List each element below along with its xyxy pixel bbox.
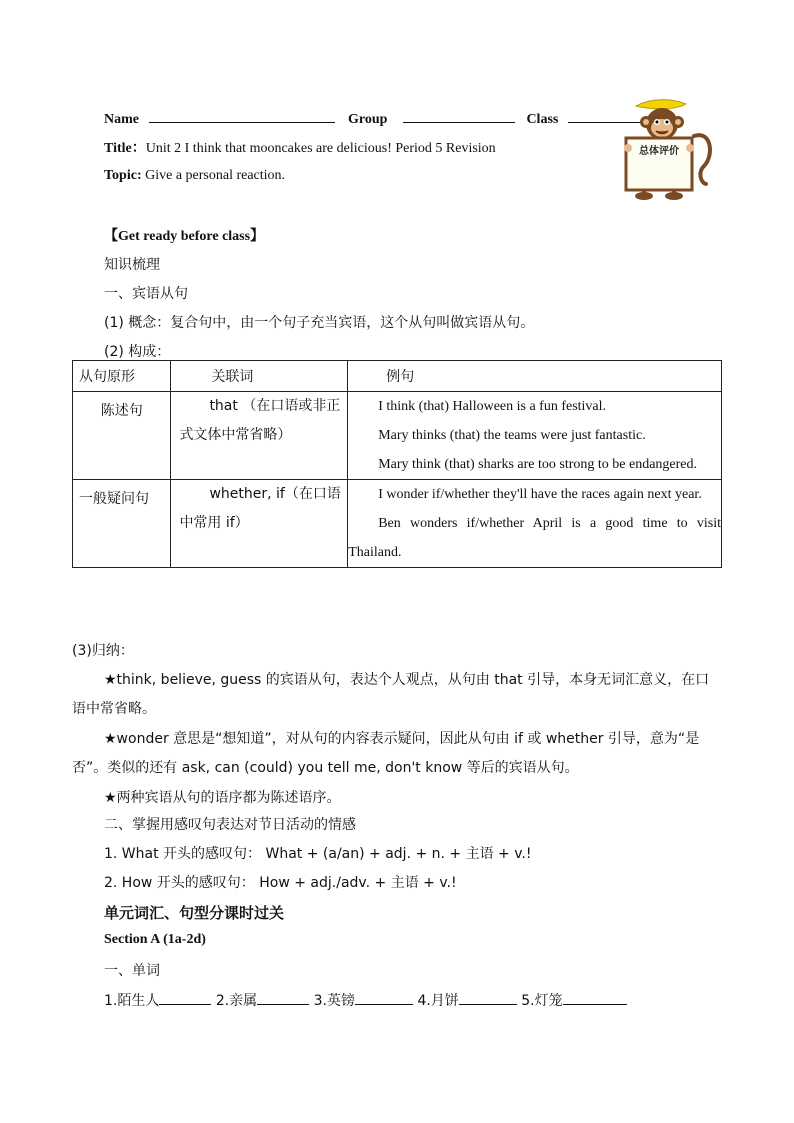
word-prompt: 2.亲属 <box>215 993 258 1009</box>
row-examples <box>348 480 722 568</box>
example-sentence: Mary think (that) sharks are too strong to be endangered. <box>378 457 698 472</box>
table-row <box>73 392 722 480</box>
title-label: Title： <box>104 141 146 156</box>
topic-text: Give a personal reaction. <box>145 168 286 183</box>
row-connective: that （在口语或非正式文体中常省略） <box>171 392 348 480</box>
words-title: 一、单词 <box>104 963 160 979</box>
part2-title: 二、掌握用感叹句表达对节日活动的情感 <box>104 817 356 833</box>
word-blank[interactable] <box>459 990 517 1005</box>
class-label: Class <box>526 112 559 127</box>
example-sentence: I wonder if/whether they'll have the races again next year. <box>378 487 702 502</box>
unit-title: 单元词汇、句型分课时过关 <box>104 904 285 922</box>
name-label: Name <box>104 112 139 127</box>
badge-label: 总体评价 <box>639 146 679 157</box>
name-blank[interactable] <box>149 108 335 123</box>
header-example: 例句 <box>348 361 722 392</box>
example-sentence: Mary thinks (that) the teams were just fantastic. <box>378 428 646 443</box>
title-text: Unit 2 I think that mooncakes are delicious! Period 5 Revision <box>145 141 496 156</box>
table-header-row <box>73 361 722 392</box>
word-prompt: 1.陌生人 <box>104 993 160 1009</box>
concept-text: (1) 概念：复合句中，由一个句子充当宾语，这个从句叫做宾语从句。 <box>104 315 535 331</box>
summary-point: ★wonder 意思是“想知道”，对从句的内容表示疑问，因此从句由 if 或 whether 引导，意为“是否”。类似的还有 ask, can (could) you tell me, don't know 等后的宾语从句。 <box>72 731 700 776</box>
word-prompt: 3.英镑 <box>313 993 355 1009</box>
summary-label: (3)归纳： <box>72 643 134 659</box>
structure-label: (2) 构成： <box>104 344 171 360</box>
header-clause-type: 从句原形 <box>73 361 171 392</box>
evaluation-badge <box>616 96 714 204</box>
word-blank[interactable] <box>257 990 309 1005</box>
topic-label: Topic: <box>104 168 142 183</box>
section-get-ready: 【Get ready before class】 <box>104 229 265 244</box>
exclaim-what: 1. What 开头的感叹句： What + (a/an) + adj. + n. + 主语 + v.! <box>104 846 532 862</box>
exclaim-how: 2. How 开头的感叹句： How + adj./adv. + 主语 + v.! <box>104 875 457 891</box>
summary-point: ★think, believe, guess 的宾语从句，表达个人观点，从句由 that 引导，本身无词汇意义，在口语中常省略。 <box>72 672 710 717</box>
title-line <box>104 137 496 157</box>
row-examples <box>348 392 722 480</box>
section-a-title: Section A (1a-2d) <box>104 932 206 947</box>
word-prompt: 4.月饼 <box>417 993 459 1009</box>
topic-line <box>104 168 285 184</box>
group-blank[interactable] <box>403 108 515 123</box>
group-label: Group <box>348 112 388 127</box>
words-line <box>104 990 627 1010</box>
row-connective: whether, if（在口语中常用 if） <box>171 480 348 568</box>
word-blank[interactable] <box>159 990 211 1005</box>
part1-title: 一、宾语从句 <box>104 286 188 302</box>
example-sentence: I think (that) Halloween is a fun festival. <box>378 399 607 414</box>
object-clause-table <box>72 360 722 568</box>
header-connective: 关联词 <box>171 361 348 392</box>
word-blank[interactable] <box>563 990 627 1005</box>
row-type: 陈述句 <box>73 392 171 480</box>
knowledge-title: 知识梳理 <box>104 257 160 273</box>
header-fields <box>104 108 670 128</box>
example-sentence: Ben wonders if/whether April is a good time to visit Thailand. <box>348 516 721 560</box>
row-type: 一般疑问句 <box>73 480 171 568</box>
word-blank[interactable] <box>355 990 413 1005</box>
table-row <box>73 480 722 568</box>
word-prompt: 5.灯笼 <box>521 993 563 1009</box>
summary-point: ★两种宾语从句的语序都为陈述语序。 <box>104 790 341 806</box>
